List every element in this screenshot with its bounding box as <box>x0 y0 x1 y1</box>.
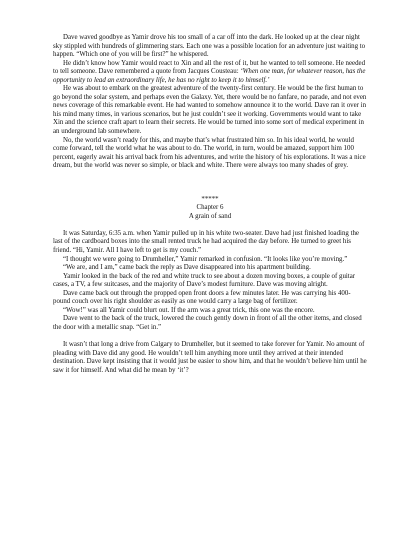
chapter-paragraph-2: “I thought we were going to Drumheller,” Yamir remarked in confusion. “It looks like you’re moving.” <box>63 255 348 263</box>
spacer <box>53 221 367 230</box>
chapter-paragraph-1: It was Saturday, 6:35 a.m. when Yamir pulled up in his white two-seater. Dave had just finished loading the last of the cardboard boxes into the small rented truck he had acquired the day before. He turned to greet his friend. “Hi, Yamir. All I have left to get is my couch.” <box>53 229 359 254</box>
paragraph-1: Dave waved goodbye as Yamir drove his too small of a car off into the dark. He looked up at the clear night sky stippled with hundreds of glimmering stars. Each one was a possible location for an adventure just waiting to happen. “Which one of you will be first?” he whispered. <box>53 34 366 59</box>
paragraph-2-text: He didn’t know how Yamir would react to Xin and all the rest of it, but he wanted to tell someone. He needed to tell someone. Dave remembered a quote from Jacques Cousteau: <box>53 59 366 76</box>
chapter-paragraph-3: “We are, and I am,” came back the reply as Dave disappeared into his apartment building. <box>63 264 311 272</box>
paragraph-3: He was about to embark on the greatest adventure of the twenty-first century. He would be the first human to go beyond the solar system, and perhaps even the Galaxy. Yet, there would be no fanfare, no parade, and not even news coverage of this remarkable event. He had wanted to somehow announce it to the world. Dave ran it over in his mind many times, in various scenarios, but he just couldn’t see it working. Governments would want to take Xin and the science craft apart to learn their secrets. He would be turned into some sort of medical experiment in an underground lab somewhere. <box>53 85 367 136</box>
chapter-paragraph-4: Yamir looked in the back of the red and white truck to see about a dozen moving boxes, a couple of guitar cases, a TV, a few suitcases, and the majority of Dave’s modest furniture. Dave was moving alright. <box>53 272 356 289</box>
chapter-paragraph-5: Dave came back out through the propped open front doors a few minutes later. He was carrying his 400-pound couch over his right shoulder as easily as one would carry a large bag of fertilizer. <box>53 289 351 306</box>
chapter-paragraph-6: “Wow!” was all Yamir could blurt out. If the arm was a great trick, this one was the encore. <box>63 306 315 314</box>
chapter-paragraph-8: It wasn’t that long a drive from Calgary to Drumheller, but it seemed to take forever for Yamir. No amount of pleading with Dave did any good. He wouldn’t tell him anything more until they arrived at their intended destination. Dave kept insisting that it would just be easier to show him, and that he wouldn’t believe him until he saw it for himself. And what did he mean by ‘it’? <box>53 340 367 374</box>
cousteau-quote: ‘When one man, for whatever reason, has the opportunity to lead an extraordinary life, he has no right to keep it to himself.’ <box>53 68 366 84</box>
spacer <box>53 332 367 341</box>
spacer <box>53 171 367 196</box>
chapter-title: A grain of sand <box>188 212 232 220</box>
chapter-number: Chapter 6 <box>196 204 224 212</box>
section-separator: ***** <box>201 195 219 203</box>
paragraph-2 <box>53 60 367 86</box>
chapter-paragraph-7: Dave went to the back of the truck, lowered the couch gently down in front of all the other items, and closed the door with a metallic snap. “Get in.” <box>53 315 362 331</box>
paragraph-4: No, the world wasn’t ready for this, and maybe that’s what frustrated him so. In his ideal world, he would come forward, tell the world what he was about to do. The world, in turn, would be amazed, support him 100 percent, eagerly await his arrival back from his adventures, and write the history of his explorations. It was a nice dream, but the world was never so simple, or black and white. There were always too many shades of grey. <box>53 136 366 170</box>
